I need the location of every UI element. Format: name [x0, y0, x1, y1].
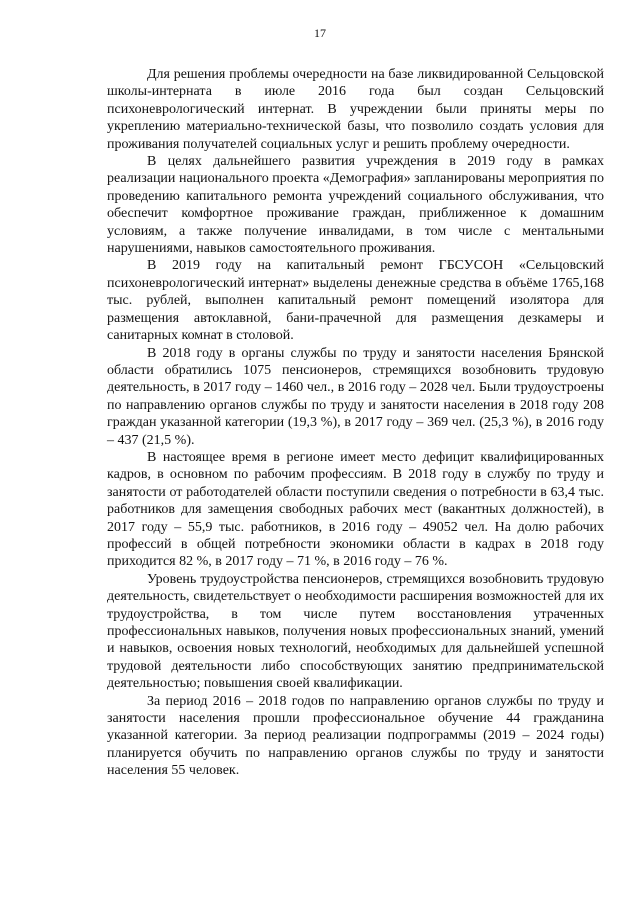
page-number: 17 [314, 26, 326, 40]
paragraph: В 2018 году в органы службы по труду и занятости населения Брянской области обратились 1075 пенсионеров, стремящихся возобновить трудовую деятельность, в 2017 году – 1460 чел., в 2016 году – 2028 чел. Были трудоустроены по направлению органов службы по труду и занятости населения в 2018 году 208 граждан указанной категории (19,3 %), в 2017 году – 369 чел. (25,3 %), в 2016 году – 437 (21,5 %). [107, 345, 604, 448]
paragraph: Для решения проблемы очередности на базе ликвидированной Сельцовской школы-интерната в июле 2016 года был создан Сельцовский психоневрологический интернат. В учреждении были приняты меры по укреплению материально-технической базы, что позволило создать условия для проживания получателей социальных услуг и решить проблему очередности. [107, 67, 604, 152]
paragraph: Уровень трудоустройства пенсионеров, стремящихся возобновить трудовую деятельность, свидетельствует о необходимости расширения возможностей для их трудоустройства, в том числе путем восстановления утраченных профессиональных навыков, получения новых профессиональных знаний, умений и навыков, освоения новых технологий, необходимых для дальнейшей успешной трудовой деятельности либо способствующих занятию предпринимательской деятельностью; повышения своей квалификации. [107, 571, 604, 692]
paragraph: За период 2016 – 2018 годов по направлению органов службы по труду и занятости населения прошли профессиональное обучение 44 гражданина указанной категории. За период реализации подпрограммы (2019 – 2024 годы) планируется обучить по направлению органов службы по труду и занятости населения 55 человек. [107, 693, 604, 779]
paragraph: В настоящее время в регионе имеет место дефицит квалифицированных кадров, в основном по рабочим профессиям. В 2018 году в службу по труду и занятости от работодателей области поступили сведения о потребности в 63,4 тыс. работников для замещения свободных рабочих мест (вакантных должностей), в 2017 году – 55,9 тыс. работников, в 2016 году – 49052 чел. На долю рабочих профессий в общей потребности экономики области в кадрах в 2018 году приходится 82 %, в 2017 году – 71 %, в 2016 году – 76 %. [107, 449, 604, 570]
paragraph: В 2019 году на капитальный ремонт ГБСУСОН «Сельцовский психоневрологический интернат» выделены денежные средства в объёме 1765,168 тыс. рублей, выполнен капитальный ремонт помещений изолятора для размещения автоклавной, бани-прачечной для размещения дезкамеры и санитарных комнат в столовой. [107, 258, 604, 344]
document-body [107, 66, 604, 780]
paragraph: В целях дальнейшего развития учреждения в 2019 году в рамках реализации национального проекта «Демография» запланированы мероприятия по проведению капитального ремонта учреждений социального обслуживания, что обеспечит комфортное проживание граждан, приближенное к домашним условиям, а также получение инвалидами, в том числе с ментальными нарушениями, навыков самостоятельного проживания. [107, 154, 604, 257]
